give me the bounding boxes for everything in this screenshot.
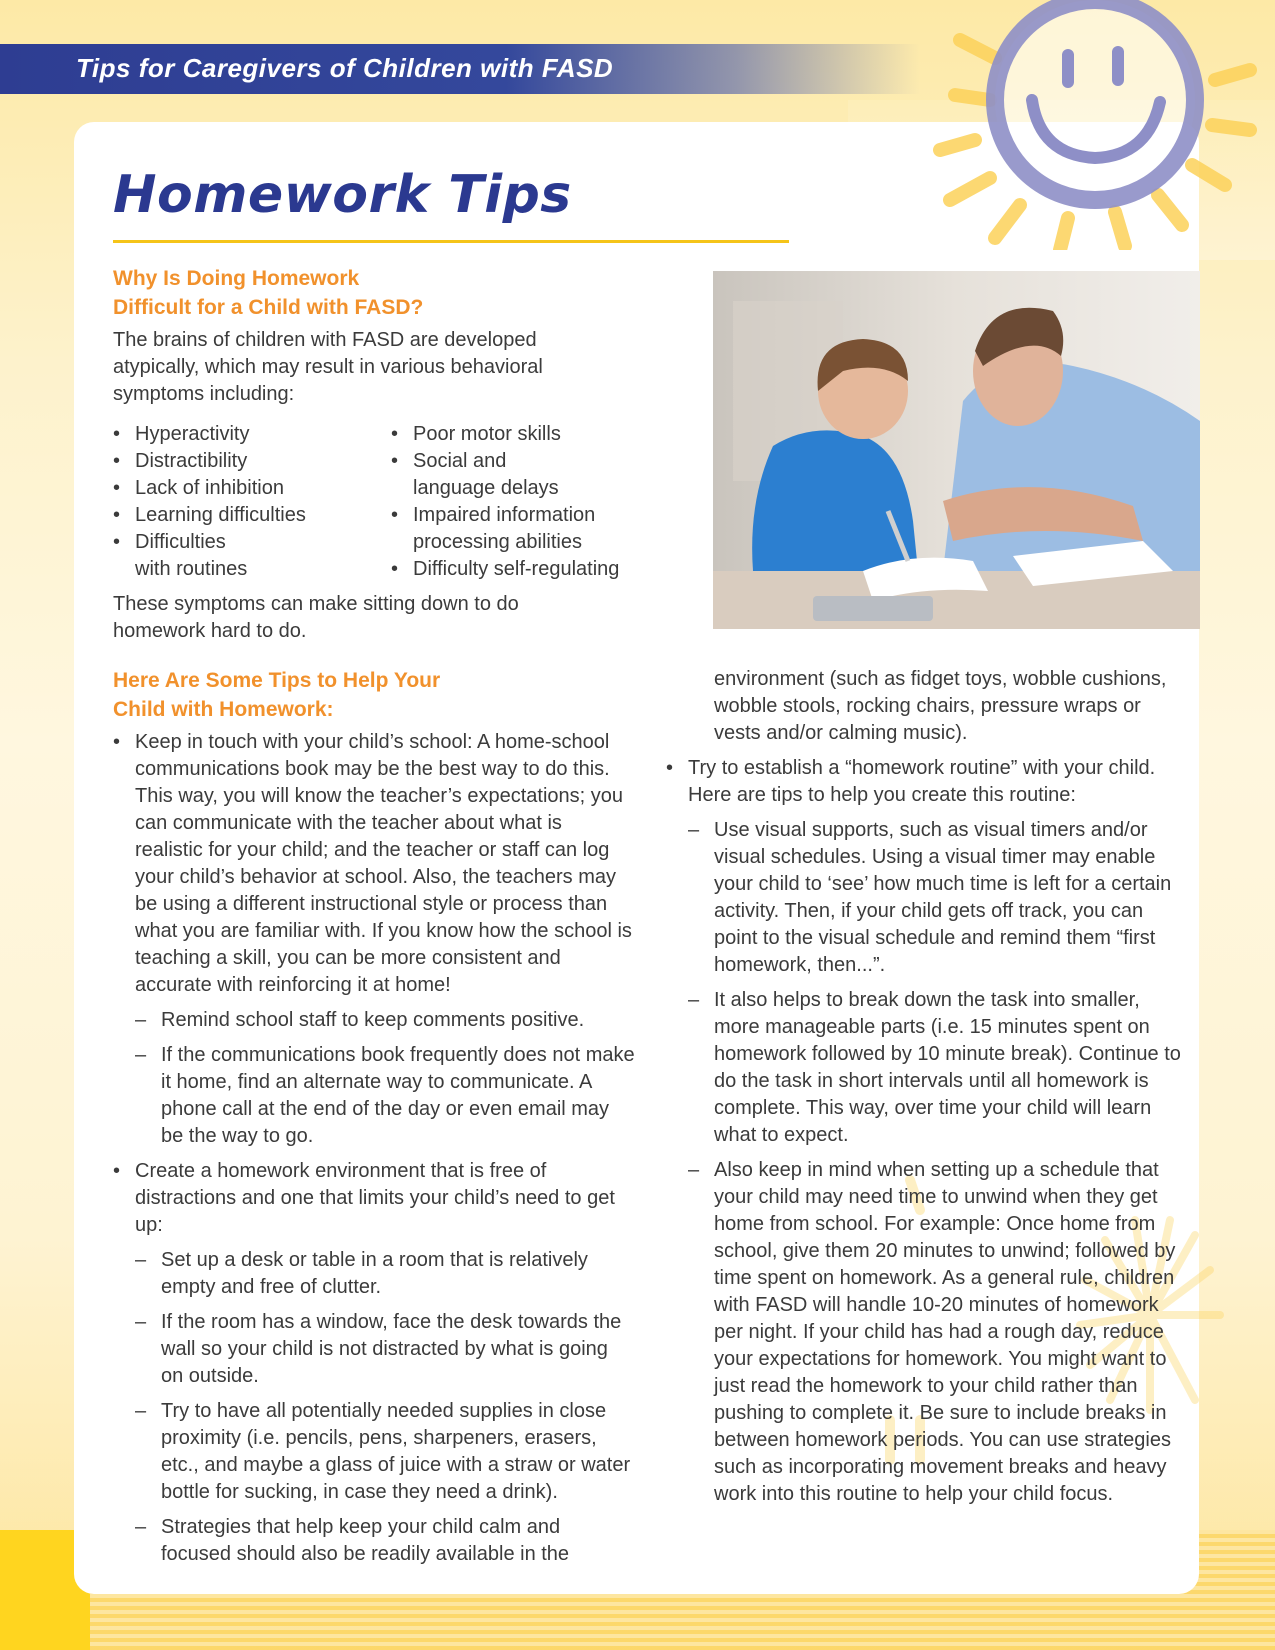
dash-marker: – [688, 1159, 700, 1181]
tip-item [666, 755, 1188, 809]
symptoms-list-right [391, 421, 651, 583]
tips-column-right [666, 666, 1188, 1508]
bullet-marker: • [113, 731, 121, 753]
tip-item [113, 1158, 635, 1239]
tip-item [113, 729, 635, 999]
tip-text: Create a homework environment that is free of distractions and one that limits your child’s need to get up: [135, 1160, 615, 1236]
dash-marker: – [688, 819, 700, 841]
sub-tip-item [113, 1309, 635, 1390]
list-item: • Impaired information processing abilities [391, 502, 613, 556]
sub-tip-item [666, 1157, 1188, 1508]
smiley-sun-icon [920, 0, 1275, 250]
title-underline [113, 240, 789, 243]
series-title: Tips for Caregivers of Children with FASD [76, 53, 614, 83]
sub-tip-continuation [666, 666, 1188, 747]
sub-tip-item [113, 1247, 635, 1301]
list-item: • Difficulties with routines [113, 529, 265, 583]
list-item: • Difficulty self-regulating [391, 556, 651, 583]
dash-marker: – [135, 1516, 147, 1538]
dash-marker: – [688, 989, 700, 1011]
sub-tip-text: Remind school staff to keep comments positive. [161, 1009, 585, 1031]
tips-heading [113, 666, 440, 724]
sub-tip-text: Strategies that help keep your child calm and focused should also be readily available in the [161, 1516, 570, 1565]
bullet-marker: • [666, 757, 674, 779]
sub-tip-text: If the communications book frequently does not make it home, find an alternate way to communicate. A phone call at the end of the day or even email may be the way to go. [161, 1044, 635, 1147]
tip-text: Keep in touch with your child’s school: A home-school communications book may be the best way to do this. This way, you will know the teacher’s expectations; you can communicate with the teacher about what is realistic for your child; and the teacher or staff can log your child’s behavior at school. Also, the teachers may be using a different instructional style or process than what you are familiar with. If you know how the school is teaching a skill, you can be more consistent and accurate with reinforcing it at home! [135, 731, 632, 996]
list-item: • Learning difficulties [113, 502, 383, 529]
intro-closing: These symptoms can make sitting down to do homework hard to do. [113, 593, 519, 642]
tip-text: Try to establish a “homework routine” with your child. Here are tips to help you create this routine: [688, 757, 1156, 806]
sub-tip-item [113, 1042, 635, 1150]
sub-tip-item [666, 817, 1188, 979]
parent-child-homework-photo [713, 271, 1200, 629]
tips-column-left [113, 729, 635, 1568]
sub-tip-text: environment (such as fidget toys, wobble cushions, wobble stools, rocking chairs, pressure wraps or vests and/or calming music). [714, 668, 1167, 744]
list-item: • Poor motor skills [391, 421, 651, 448]
bullet-marker: • [113, 1160, 121, 1182]
dash-marker: – [135, 1009, 147, 1031]
sub-tip-item [113, 1007, 635, 1034]
sub-tip-item [666, 987, 1188, 1149]
sub-tip-text: If the room has a window, face the desk towards the wall so your child is not distracted by what is going on outside. [161, 1311, 622, 1387]
intro-heading-line2: Difficult for a Child with FASD? [113, 296, 424, 319]
list-item: • Hyperactivity [113, 421, 383, 448]
sub-tip-item [113, 1398, 635, 1506]
tips-heading-line1: Here Are Some Tips to Help Your [113, 669, 441, 692]
dash-marker: – [135, 1044, 147, 1066]
list-item: • Lack of inhibition [113, 475, 383, 502]
list-item: • Distractibility [113, 448, 383, 475]
dash-marker: – [135, 1311, 147, 1333]
series-banner [0, 44, 920, 94]
symptoms-list-left [113, 421, 383, 583]
page-title: Homework Tips [113, 165, 572, 225]
sub-tip-text: It also helps to break down the task into smaller, more manageable parts (i.e. 15 minutes spent on homework followed by 10 minute break). Continue to do the task in short intervals until all homework is complete. This way, over time your child will learn what to expect. [714, 989, 1181, 1146]
sub-tip-text: Use visual supports, such as visual timers and/or visual schedules. Using a visual timer may enable your child to ‘see’ how much time is left for a certain activity. Then, if your child gets off track, you can point to the visual schedule and remind them “first homework, then...”. [714, 819, 1172, 976]
intro-heading [113, 264, 423, 322]
sub-tip-text: Set up a desk or table in a room that is relatively empty and free of clutter. [161, 1249, 588, 1298]
intro-paragraph: The brains of children with FASD are developed atypically, which may result in various behavioral symptoms including: [113, 329, 543, 405]
tips-heading-line2: Child with Homework: [113, 698, 334, 721]
sub-tip-text: Also keep in mind when setting up a schedule that your child may need time to unwind when they get home from school. For example: Once home from school, give them 20 minutes to unwind; followed by time spent on homework. As a general rule, children with FASD will handle 10-20 minutes of homework per night. If your child has had a rough day, reduce your expectations for homework. You might want to just read the homework to your child rather than pushing to complete it. Be sure to include breaks in between homework periods. You can use strategies such as incorporating movement breaks and heavy work into this routine to help your child focus. [714, 1159, 1176, 1505]
list-item: • Social and language delays [391, 448, 563, 502]
sub-tip-item [113, 1514, 635, 1568]
dash-marker: – [135, 1249, 147, 1271]
sub-tip-text: Try to have all potentially needed supplies in close proximity (i.e. pencils, pens, sharpeners, erasers, etc., and maybe a glass of juice with a straw or water bottle for sucking, in case they need a drink). [161, 1400, 631, 1503]
intro-heading-line1: Why Is Doing Homework [113, 267, 360, 290]
dash-marker: – [135, 1400, 147, 1422]
